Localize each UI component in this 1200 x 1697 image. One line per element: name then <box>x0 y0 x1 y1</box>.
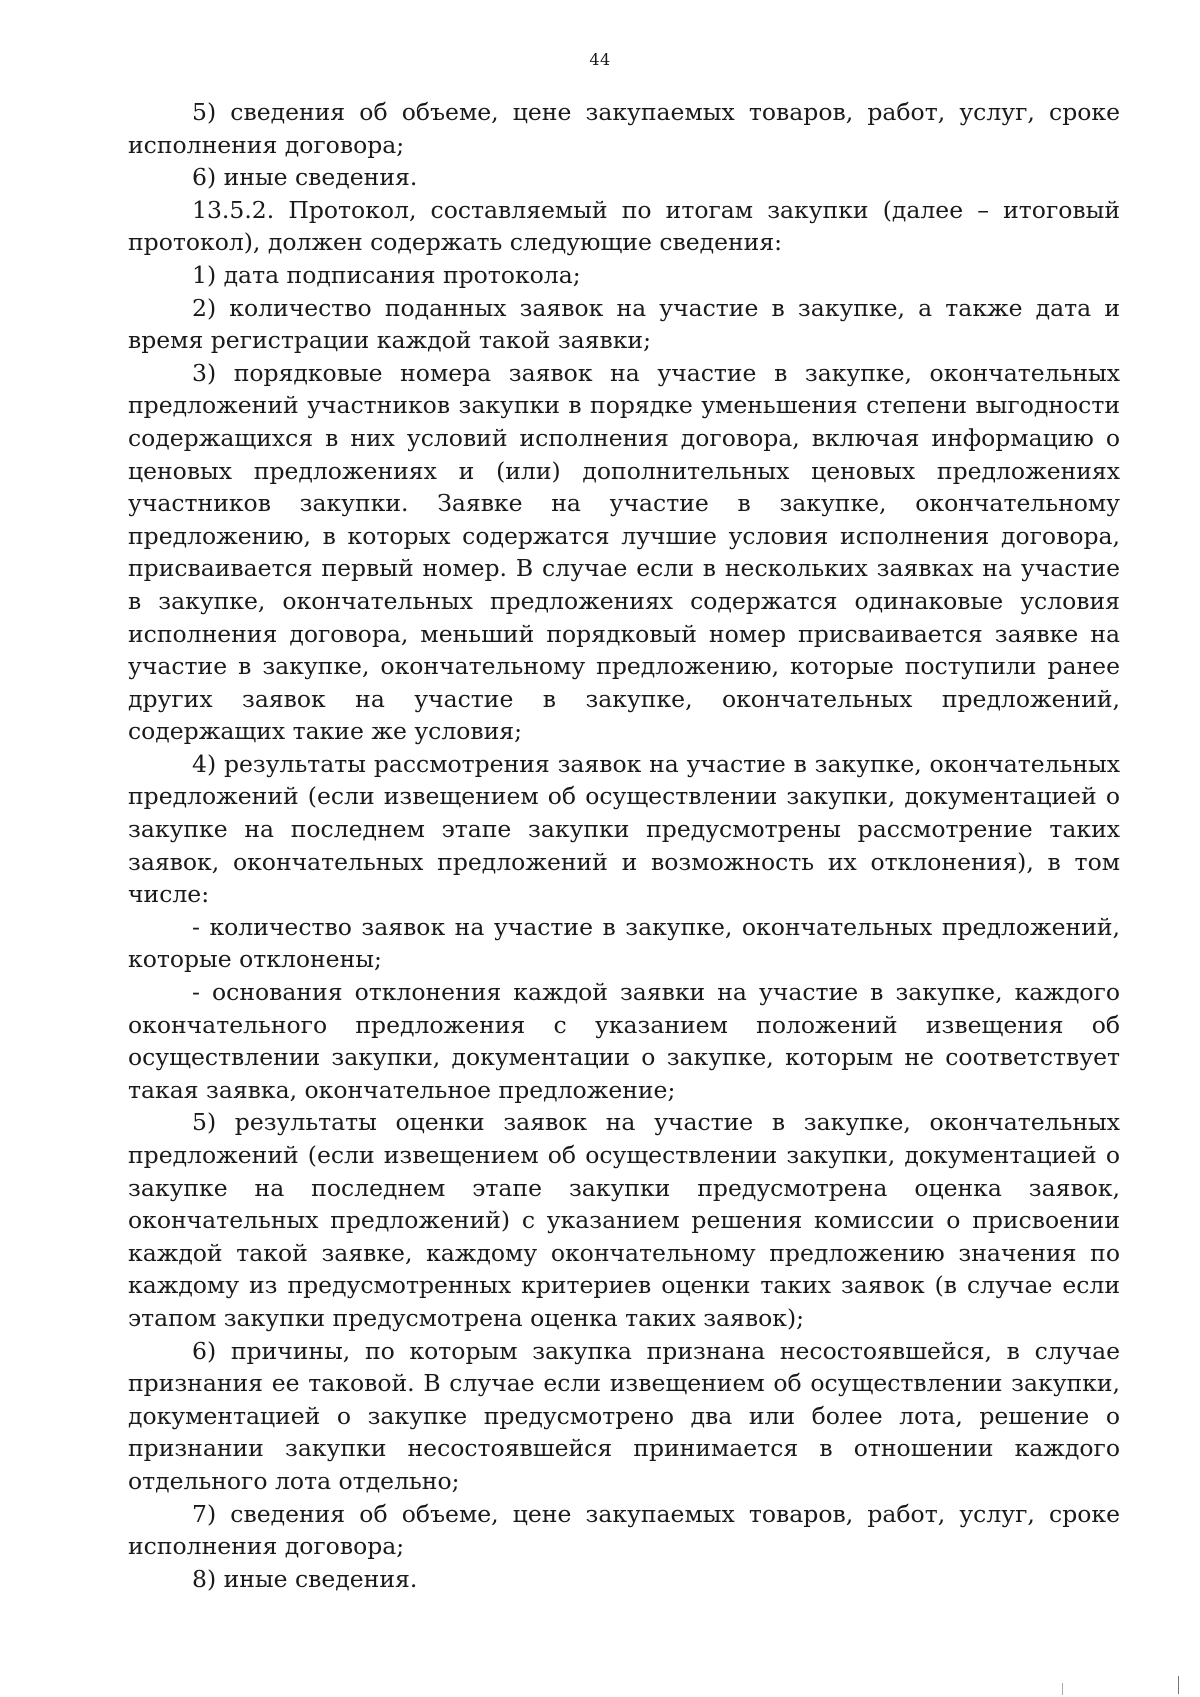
paragraph-item-6-other: 6) иные сведения. <box>192 163 418 192</box>
document-body <box>128 96 1120 1595</box>
paragraph-final-item-3: 3) порядковые номера заявок на участие в закупке, окончательных предложений участников закупки в порядке уменьшения степени выгодности содержащихся в них условий исполнения договора, включая информацию о ценовых предложениях и (или) дополнительных ценовых предложениях участников закупки. Заявке на участие в закупке, окончательному предложению, в которых содержатся лучшие условия исполнения договора, присваивается первый номер. В случае если в нескольких заявках на участие в закупке, окончательных предложениях содержатся одинаковые условия исполнения договора, меньший порядковый номер присваивается заявке на участие в закупке, окончательному предложению, которые поступили ранее других заявок на участие в закупке, окончательных предложений, содержащих такие же условия; <box>128 358 1120 746</box>
paragraph-final-item-5: 5) результаты оценки заявок на участие в закупке, окончательных предложений (если извещением об осуществлении закупки, документацией о закупке на последнем этапе закупки предусмотрена оценка заявок, окончательных предложений) с указанием решения комиссии о присвоении каждой такой заявке, каждому окончательному предложению значения по каждому из предусмотренных критериев оценки таких заявок (в случае если этапом закупки предусмотрена оценка таких заявок); <box>128 1108 1120 1332</box>
paragraph-final-item-7: 7) сведения об объеме, цене закупаемых товаров, работ, услуг, сроке исполнения договора; <box>128 1499 1120 1561</box>
paragraph-final-item-6: 6) причины, по которым закупка признана несостоявшейся, в случае признания ее таковой. В случае если извещением об осуществлении закупки, документацией о закупке предусмотрено два или более лота, решение о признании закупки несостоявшейся принимается в отношении каждого отдельного лота отдельно; <box>128 1336 1120 1495</box>
paragraph-final-item-4: 4) результаты рассмотрения заявок на участие в закупке, окончательных предложений (если извещением об осуществлении закупки, документацией о закупке на последнем этапе закупки предусмотрены рассмотрение таких заявок, окончательных предложений и возможность их отклонения), в том числе: <box>128 749 1120 909</box>
paragraph-final-item-1: 1) дата подписания протокола; <box>192 260 581 289</box>
paragraph-final-item-4-dash-2: - основания отклонения каждой заявки на участие в закупке, каждого окончательного предложения с указанием положений извещения об осуществлении закупки, документации о закупке, которым не соответствует такая заявка, окончательное предложение; <box>128 978 1120 1104</box>
page-number: 44 <box>589 50 611 69</box>
paragraph-final-item-8: 8) иные сведения. <box>192 1564 418 1593</box>
scan-edge-mark <box>1178 1676 1179 1694</box>
paragraph-final-item-2: 2) количество поданных заявок на участие в закупке, а также дата и время регистрации каждой такой заявки; <box>128 293 1120 355</box>
scan-edge-mark <box>1062 1683 1063 1695</box>
paragraph-13-5-2-heading: 13.5.2. Протокол, составляемый по итогам закупки (далее – итоговый протокол), должен содержать следующие сведения: <box>128 195 1120 257</box>
paragraph-final-item-4-dash-1: - количество заявок на участие в закупке, окончательных предложений, которые отклонены; <box>128 912 1120 974</box>
paragraph-item-5-volume-price: 5) сведения об объеме, цене закупаемых товаров, работ, услуг, сроке исполнения договора; <box>128 98 1120 159</box>
